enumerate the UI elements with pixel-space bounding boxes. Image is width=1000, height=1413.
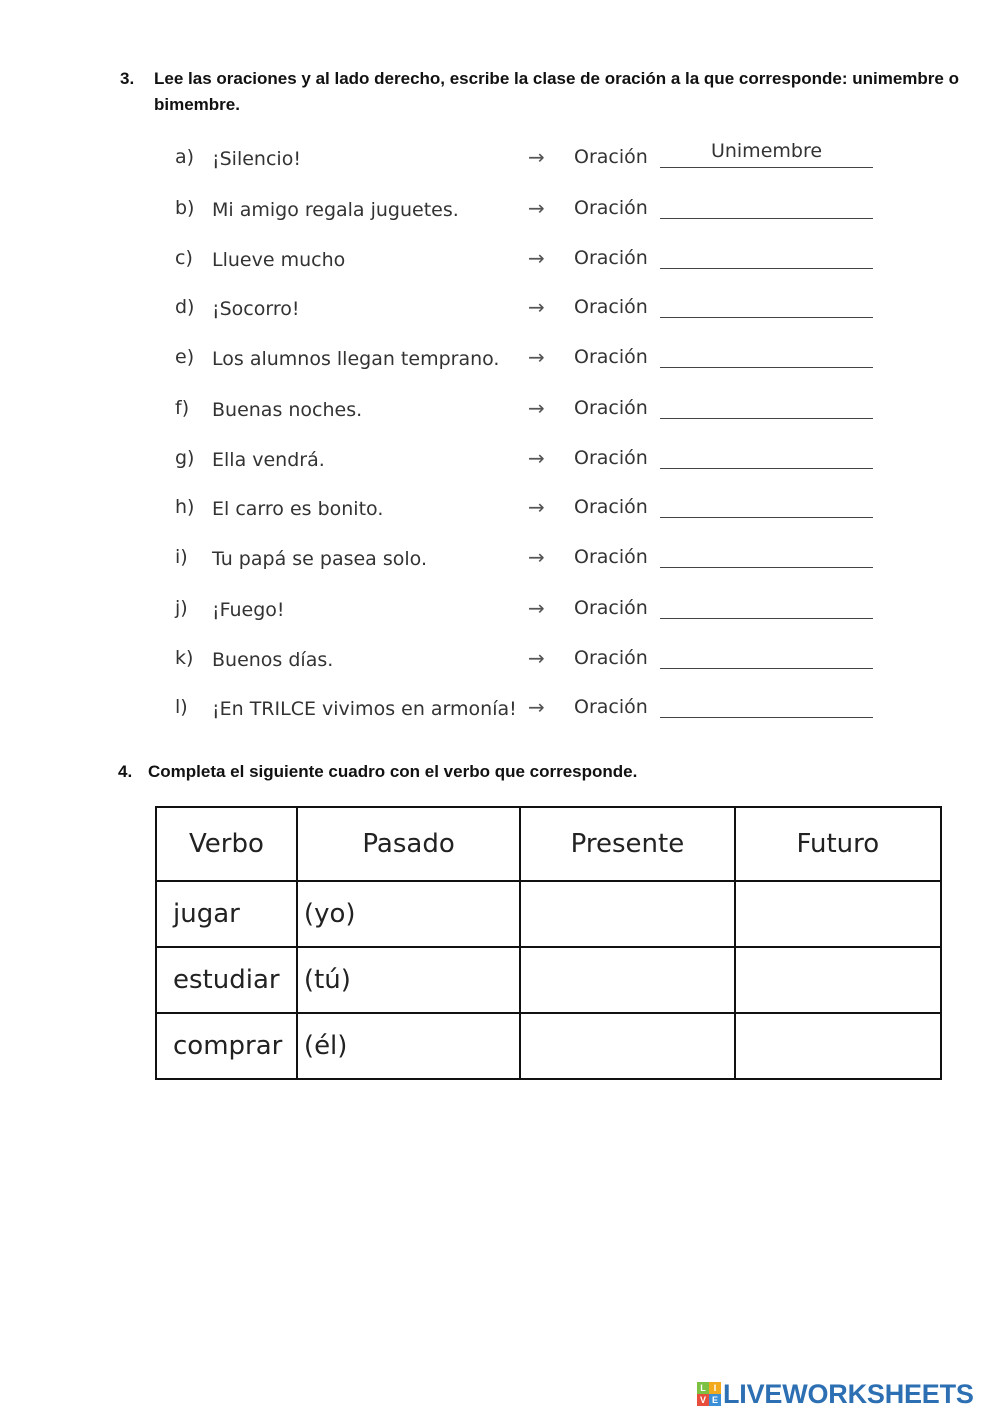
item-sentence: ¡En TRILCE vivimos en armonía! [212, 698, 517, 720]
question-number: 3. [120, 69, 135, 88]
oracion-label: Oración [574, 696, 648, 718]
logo-tile: L [697, 1382, 709, 1394]
futuro-input-cell[interactable] [735, 881, 941, 947]
arrow-right-icon: → [528, 196, 545, 220]
sentence-item [0, 647, 1000, 687]
sentence-item [0, 346, 1000, 386]
question-3-instruction [120, 66, 980, 118]
item-sentence: Mi amigo regala juguetes. [212, 199, 459, 221]
header-pasado: Pasado [297, 807, 520, 881]
arrow-right-icon: → [528, 596, 545, 620]
pasado-input-cell[interactable]: (yo) [297, 881, 520, 947]
logo-tile: V [697, 1394, 709, 1406]
item-letter: f) [175, 397, 190, 419]
oracion-label: Oración [574, 397, 648, 419]
table-row [156, 1013, 941, 1079]
sentence-item [0, 397, 1000, 437]
arrow-right-icon: → [528, 145, 545, 169]
oracion-label: Oración [574, 247, 648, 269]
arrow-right-icon: → [528, 295, 545, 319]
logo-wordmark: LIVEWORKSHEETS [723, 1378, 974, 1409]
table-row [156, 881, 941, 947]
question-text: Completa el siguiente cuadro con el verbo que corresponde. [148, 762, 638, 781]
answer-line [660, 668, 873, 669]
item-sentence: Buenas noches. [212, 399, 363, 421]
oracion-label: Oración [574, 146, 648, 168]
oracion-label: Oración [574, 647, 648, 669]
sentence-item [0, 296, 1000, 336]
arrow-right-icon: → [528, 646, 545, 670]
header-futuro: Futuro [735, 807, 941, 881]
item-sentence: El carro es bonito. [212, 498, 384, 520]
item-letter: l) [175, 696, 188, 718]
oracion-label: Oración [574, 346, 648, 368]
item-letter: h) [175, 496, 195, 518]
presente-input-cell[interactable] [520, 881, 734, 947]
arrow-right-icon: → [528, 446, 545, 470]
liveworksheets-logo[interactable] [697, 1379, 974, 1409]
arrow-right-icon: → [528, 545, 545, 569]
sentence-item [0, 247, 1000, 287]
answer-line [660, 167, 873, 168]
answer-line [660, 717, 873, 718]
arrow-right-icon: → [528, 345, 545, 369]
arrow-right-icon: → [528, 246, 545, 270]
oracion-label: Oración [574, 546, 648, 568]
answer-line [660, 317, 873, 318]
question-4-instruction [118, 759, 978, 785]
sentence-item [0, 197, 1000, 237]
answer-line [660, 268, 873, 269]
sentence-item [0, 447, 1000, 487]
item-sentence: Los alumnos llegan temprano. [212, 348, 500, 370]
item-letter: k) [175, 647, 194, 669]
answer-input[interactable]: Unimembre [710, 140, 823, 162]
presente-input-cell[interactable] [520, 947, 734, 1013]
table-row [156, 947, 941, 1013]
verb-table [155, 806, 942, 1080]
oracion-label: Oración [574, 597, 648, 619]
item-sentence: Buenos días. [212, 649, 334, 671]
verb-cell: estudiar [156, 947, 297, 1013]
item-letter: a) [175, 146, 195, 168]
futuro-input-cell[interactable] [735, 947, 941, 1013]
item-letter: g) [175, 447, 195, 469]
answer-line [660, 618, 873, 619]
item-letter: d) [175, 296, 195, 318]
item-letter: j) [175, 597, 188, 619]
item-sentence: ¡Socorro! [212, 298, 300, 320]
pasado-input-cell[interactable]: (tú) [297, 947, 520, 1013]
header-verbo: Verbo [156, 807, 297, 881]
question-number: 4. [118, 762, 133, 781]
item-sentence: ¡Fuego! [212, 599, 285, 621]
sentence-item [0, 597, 1000, 637]
presente-input-cell[interactable] [520, 1013, 734, 1079]
answer-line [660, 367, 873, 368]
arrow-right-icon: → [528, 695, 545, 719]
verb-cell: comprar [156, 1013, 297, 1079]
sentence-item [0, 546, 1000, 586]
item-letter: b) [175, 197, 195, 219]
logo-mark-icon [697, 1382, 721, 1406]
arrow-right-icon: → [528, 495, 545, 519]
oracion-label: Oración [574, 197, 648, 219]
logo-tile: E [709, 1394, 721, 1406]
table-header-row [156, 807, 941, 881]
item-letter: c) [175, 247, 193, 269]
oracion-label: Oración [574, 496, 648, 518]
question-text: Lee las oraciones y al lado derecho, escribe la clase de oración a la que corresponde: unimembre o bimembre. [154, 69, 959, 114]
item-letter: i) [175, 546, 188, 568]
pasado-input-cell[interactable]: (él) [297, 1013, 520, 1079]
arrow-right-icon: → [528, 396, 545, 420]
oracion-label: Oración [574, 296, 648, 318]
futuro-input-cell[interactable] [735, 1013, 941, 1079]
answer-line [660, 468, 873, 469]
item-sentence: ¡Silencio! [212, 148, 301, 170]
sentence-item [0, 140, 1000, 186]
verb-cell: jugar [156, 881, 297, 947]
sentence-item [0, 496, 1000, 536]
item-letter: e) [175, 346, 195, 368]
logo-tile: I [709, 1382, 721, 1394]
oracion-label: Oración [574, 447, 648, 469]
answer-line [660, 218, 873, 219]
item-sentence: Tu papá se pasea solo. [212, 548, 427, 570]
item-sentence: Ella vendrá. [212, 449, 325, 471]
sentence-item [0, 696, 1000, 736]
answer-line [660, 517, 873, 518]
header-presente: Presente [520, 807, 734, 881]
item-sentence: Llueve mucho [212, 249, 346, 271]
answer-line [660, 567, 873, 568]
answer-line [660, 418, 873, 419]
